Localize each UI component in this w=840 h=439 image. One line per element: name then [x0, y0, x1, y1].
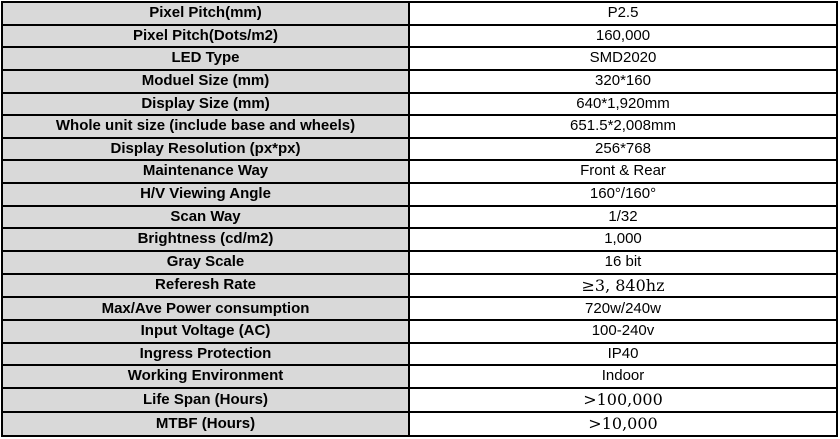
spec-value-viewing-angle: 160°/160° [409, 183, 837, 206]
spec-label-scan-way: Scan Way [2, 206, 409, 229]
spec-row-viewing-angle [2, 183, 837, 206]
spec-label-pixel-pitch-mm: Pixel Pitch(mm) [2, 2, 409, 25]
spec-label-life-span: Life Span (Hours) [2, 388, 409, 412]
spec-row-module-size [2, 70, 837, 93]
spec-value-gray-scale: 16 bit [409, 251, 837, 274]
spec-value-mtbf: >10,000 [409, 412, 837, 436]
spec-row-scan-way [2, 206, 837, 229]
spec-value-module-size: 320*160 [409, 70, 837, 93]
spec-row-life-span [2, 388, 837, 412]
spec-value-power-consumption: 720w/240w [409, 297, 837, 320]
spec-row-refresh-rate [2, 274, 837, 298]
spec-label-refresh-rate: Referesh Rate [2, 274, 409, 298]
spec-row-maintenance-way [2, 160, 837, 183]
spec-row-working-environment [2, 365, 837, 388]
spec-row-input-voltage [2, 320, 837, 343]
spec-label-led-type: LED Type [2, 47, 409, 70]
spec-value-brightness: 1,000 [409, 228, 837, 251]
led-spec-table-container [1, 1, 838, 437]
spec-label-display-resolution: Display Resolution (px*px) [2, 138, 409, 161]
spec-label-ingress-protection: Ingress Protection [2, 343, 409, 366]
spec-row-whole-unit-size [2, 115, 837, 138]
spec-row-display-resolution [2, 138, 837, 161]
spec-label-pixel-pitch-dots: Pixel Pitch(Dots/m2) [2, 25, 409, 48]
spec-label-module-size: Moduel Size (mm) [2, 70, 409, 93]
spec-row-display-size [2, 93, 837, 116]
spec-label-whole-unit-size: Whole unit size (include base and wheels) [2, 115, 409, 138]
led-spec-table [1, 1, 838, 437]
spec-value-refresh-rate: ≥3, 840hz [409, 274, 837, 298]
spec-value-pixel-pitch-dots: 160,000 [409, 25, 837, 48]
spec-label-maintenance-way: Maintenance Way [2, 160, 409, 183]
spec-row-pixel-pitch-mm [2, 2, 837, 25]
spec-value-ingress-protection: IP40 [409, 343, 837, 366]
spec-value-whole-unit-size: 651.5*2,008mm [409, 115, 837, 138]
spec-label-gray-scale: Gray Scale [2, 251, 409, 274]
spec-row-power-consumption [2, 297, 837, 320]
spec-value-display-resolution: 256*768 [409, 138, 837, 161]
spec-row-brightness [2, 228, 837, 251]
spec-label-power-consumption: Max/Ave Power consumption [2, 297, 409, 320]
spec-value-working-environment: Indoor [409, 365, 837, 388]
spec-row-pixel-pitch-dots [2, 25, 837, 48]
spec-row-ingress-protection [2, 343, 837, 366]
spec-table-body [2, 2, 837, 436]
spec-label-display-size: Display Size (mm) [2, 93, 409, 116]
spec-value-scan-way: 1/32 [409, 206, 837, 229]
spec-value-maintenance-way: Front & Rear [409, 160, 837, 183]
spec-value-input-voltage: 100-240v [409, 320, 837, 343]
spec-label-working-environment: Working Environment [2, 365, 409, 388]
spec-label-input-voltage: Input Voltage (AC) [2, 320, 409, 343]
spec-label-viewing-angle: H/V Viewing Angle [2, 183, 409, 206]
spec-value-led-type: SMD2020 [409, 47, 837, 70]
spec-value-display-size: 640*1,920mm [409, 93, 837, 116]
spec-value-life-span: >100,000 [409, 388, 837, 412]
spec-row-mtbf [2, 412, 837, 436]
spec-row-gray-scale [2, 251, 837, 274]
spec-label-brightness: Brightness (cd/m2) [2, 228, 409, 251]
spec-row-led-type [2, 47, 837, 70]
spec-value-pixel-pitch-mm: P2.5 [409, 2, 837, 25]
spec-label-mtbf: MTBF (Hours) [2, 412, 409, 436]
